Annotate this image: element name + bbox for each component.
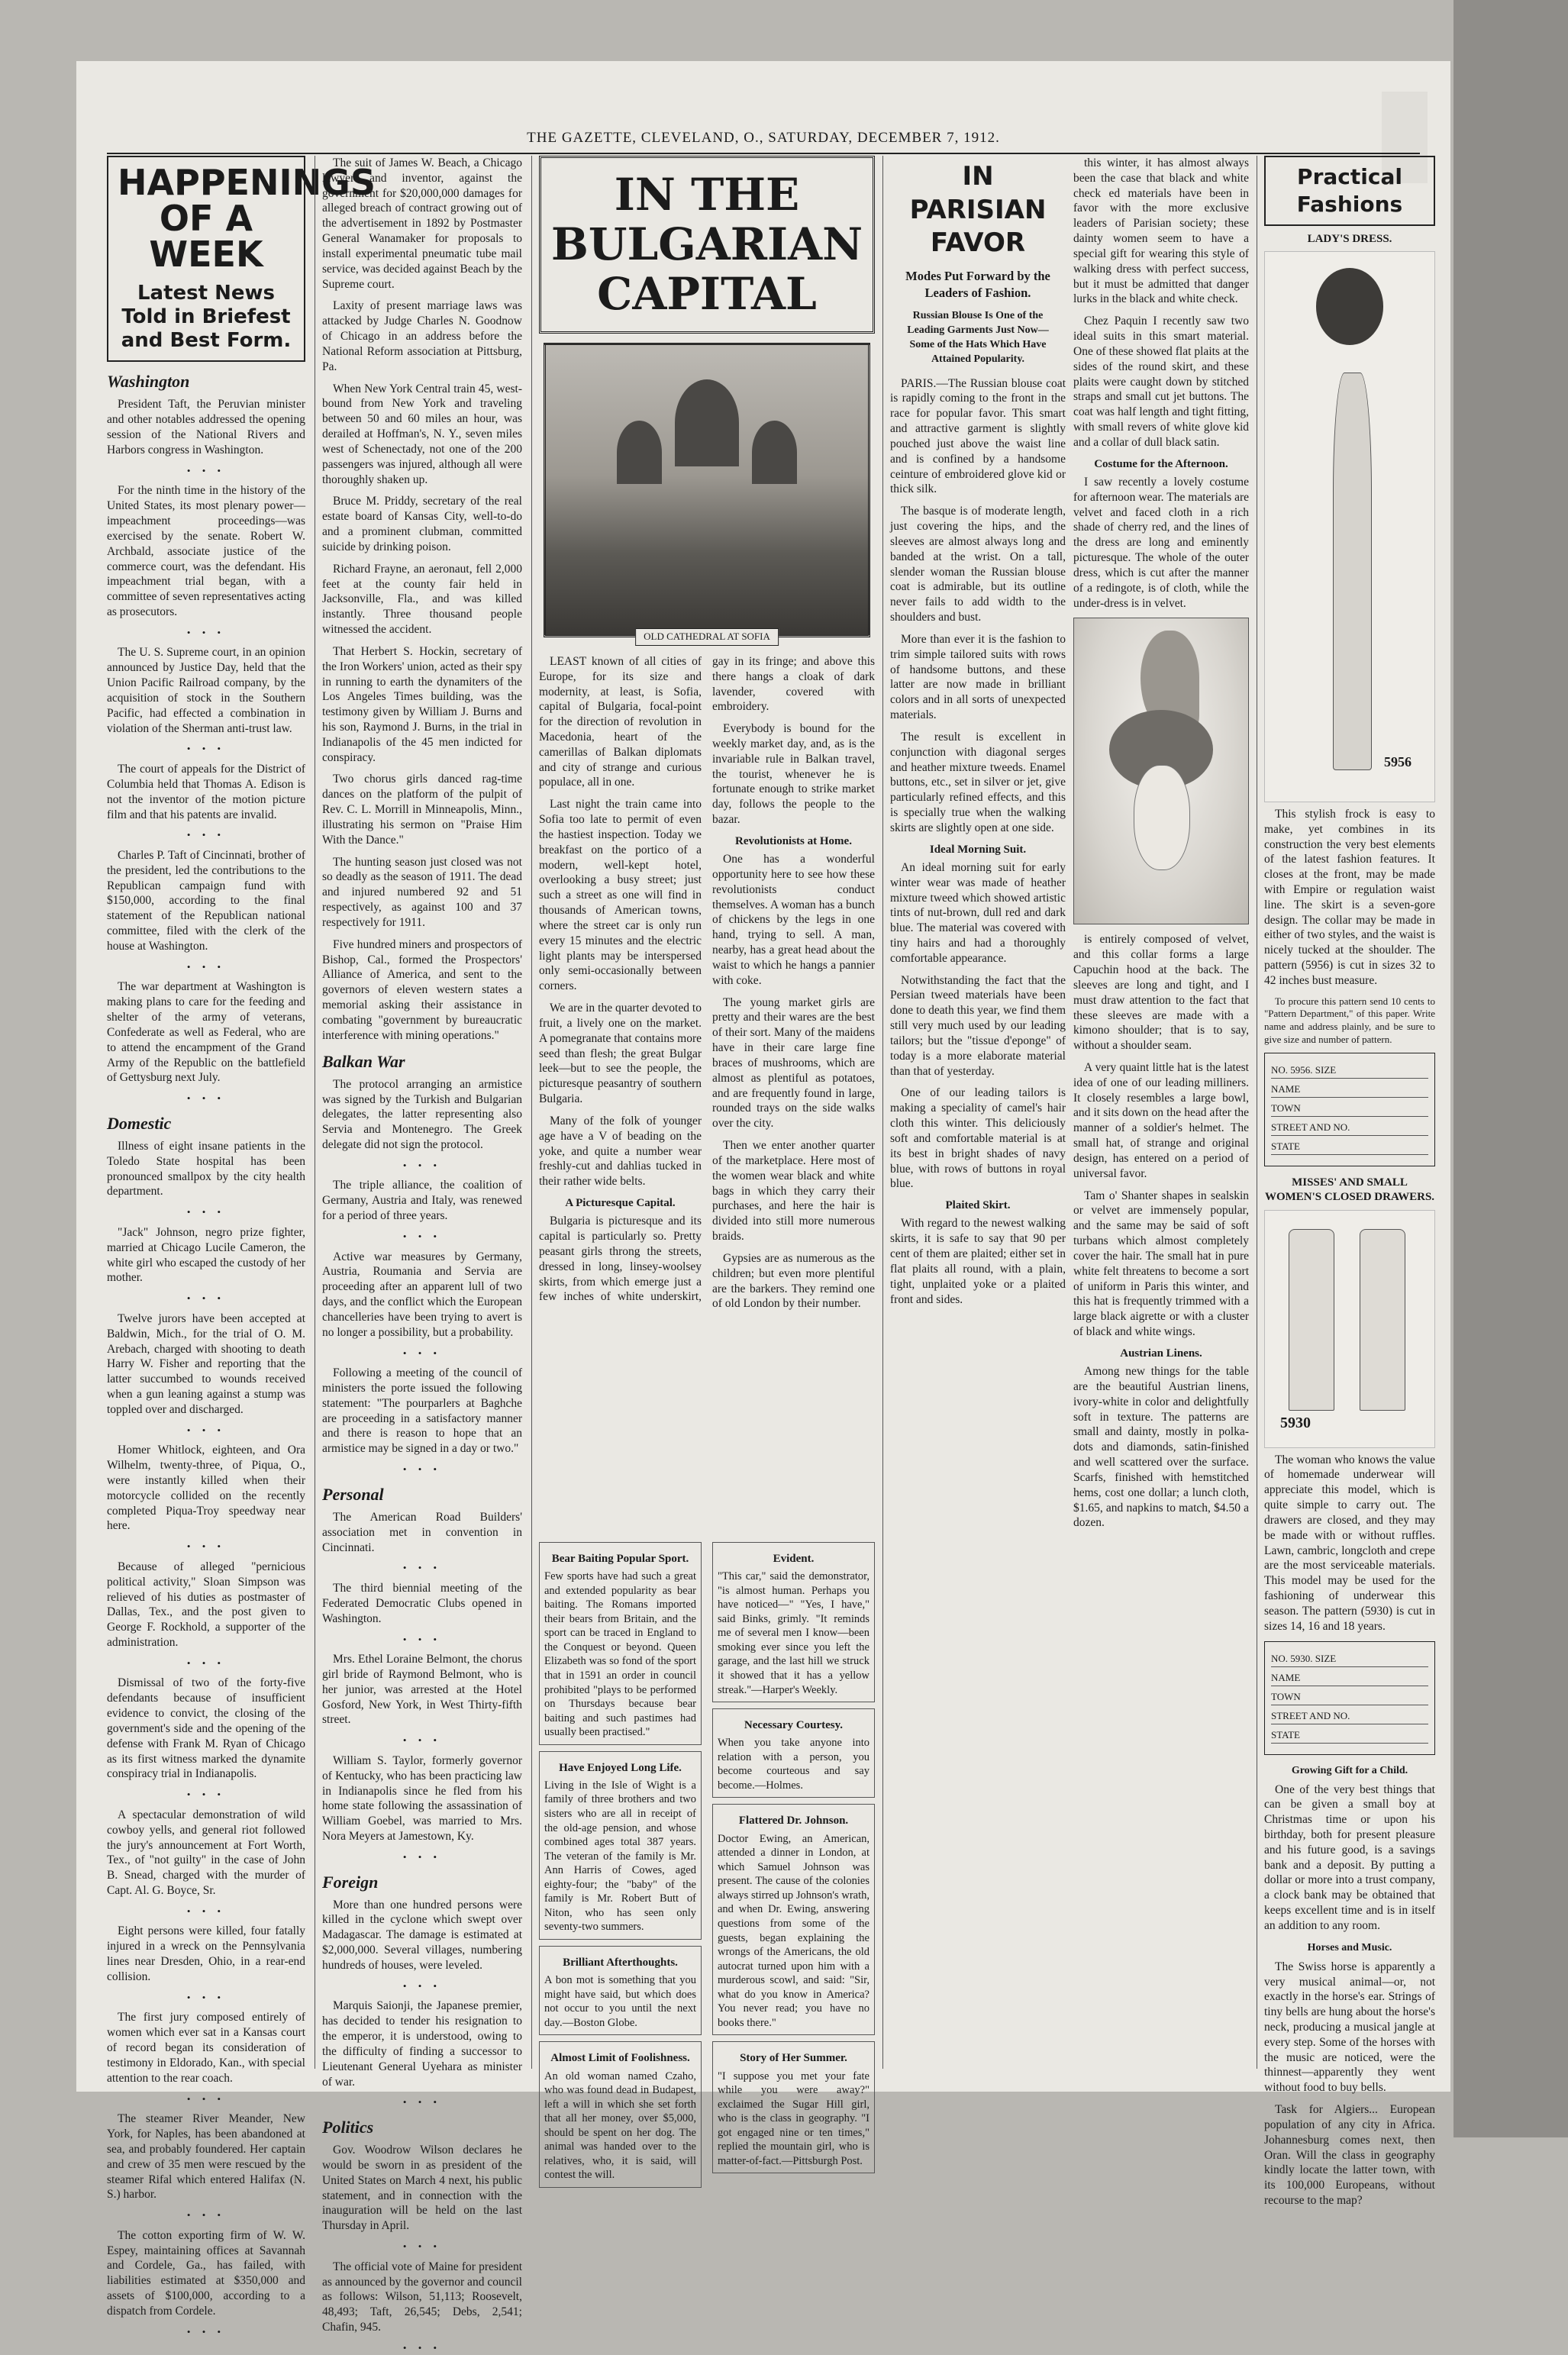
news-item: Because of alleged "pernicious political activity," Sloan Simpson was relieved of his duties as postmaster of Dallas, Tex., and the post given to George F. Rockhold, a supporter of the administration. — [107, 1560, 305, 1650]
item-separator: • • • — [402, 1734, 442, 1747]
item-separator: • • • — [402, 1230, 442, 1242]
fashion-paragraph: A very quaint little hat is the latest idea of one of our leading milliners. It closely resembles a large bowl, and it sits down on the head after the manner of a soldier's helmet. The small hat, of strange and original design, has entered on a period of universal favor. — [1073, 1061, 1249, 1180]
news-item: The triple alliance, the coalition of Germany, Austria and Italy, was renewed for a period of three years. — [322, 1179, 522, 1223]
drawers-illustration — [1264, 1210, 1435, 1448]
news-intro — [322, 156, 522, 1044]
miscellany-item — [539, 2041, 702, 2188]
item-separator: • • • — [186, 626, 226, 638]
fashion-paragraph: Chez Paquin I recently saw two ideal suits in this smart material. One of these showed flat plaits at the sides of the round skirt, and these plaits were caught down by stitched straps and small cut jet buttons. The coat was half length and tight fitting, with small revers of white glove kid and a collar of dull black satin. — [1073, 315, 1249, 449]
miscellany-item — [539, 1542, 702, 1745]
dress-head: LADY'S DRESS. — [1307, 232, 1392, 245]
fashion-subhead: Plaited Skirt. — [945, 1199, 1011, 1212]
gift-head: Growing Gift for a Child. — [1291, 1764, 1408, 1776]
miscellany-head: Almost Limit of Foolishness. — [550, 2052, 690, 2065]
fashion-paragraph: More than ever it is the fashion to trim simple tailored suits with rows of handsome buttons, and these latter are now made in brilliant colors and in all sorts of unexpected materials. — [890, 632, 1066, 722]
news-item: A spectacular demonstration of wild cowboy yells, and general riot followed the jury's announcement at Fort Worth, Tex., of "not guilty" in the case of John B. Snead, charged with the murder of Capt. Al. G. Boyce, Sr. — [107, 1808, 305, 1898]
bulgarian-title-line2: CAPITAL — [597, 267, 817, 320]
bulgarian-paragraph: Everybody is bound for the weekly market day, and, as is the invariable rule in Balkan travel, the tourist, whenever he is fortunate enough to strike market day, follows the people to the bazar. — [712, 722, 875, 827]
column-divider — [882, 156, 883, 2069]
fashion-paragraph: Among new things for the table are the beautiful Austrian linens, ivory-white in color and delightfully soft in texture. The patterns are small and dainty, mostly in polka-dots and diamonds, satin-finished and well scattered over the surface. Scarfs, finished with hemstitched hems, cost one dollar; a lunch cloth, $1.65, and napkins to match, $4.50 a dozen. — [1073, 1365, 1249, 1530]
news-item: The official vote of Maine for president as announced by the governor and council as follows: Wilson, 51,113; Roosevelt, 48,493; Taft, 26,545; Debs, 2,541; Chafin, 945. — [322, 2260, 522, 2334]
cathedral-dome-right — [752, 421, 797, 485]
news-item: Mrs. Ethel Loraine Belmont, the chorus girl bride of Raymond Belmont, who is her junior, was arrested at the Hotel Gosford, New York, in West Thirty-fifth street. — [322, 1653, 522, 1727]
miscellany-item — [712, 1804, 875, 2035]
dress-figure — [1333, 373, 1372, 769]
news-item: For the ninth time in the history of the United States, its most plenary power—impeachment proceedings—was exercised by the senate. Robert W. Archbald, associate justice of the commerce court, was the defendant. His impeachment trial began, with a committee of seven representatives acting as prosecutors. — [107, 484, 305, 618]
bulgarian-body — [539, 654, 875, 1311]
drawers-figure-left — [1289, 1229, 1334, 1411]
bulgarian-subhead: A Picturesque Capital. — [565, 1197, 676, 1210]
news-sections — [322, 1051, 522, 2355]
miscellany-text: "This car," said the demonstrator, "is almost human. Perhaps you have noticed—" "Yes, I have," said Binks, grimly. "It reminds me of several men I know—been smoking ever since you left the garage, and the last hill we struck it showed that it has a yellow streak."—Harper's Weekly. — [718, 1570, 869, 1696]
fashion-paragraph: Tam o' Shanter shapes in sealskin or velvet are immensely popular, and the same may be said of soft turbans which almost completely cover the hair. The small hat in pure white felt threatens to become a sort of uniform in Paris this winter, and this hat is frequently trimmed with a large black aigrette or with a cluster of black and white wings. — [1073, 1189, 1249, 1339]
fashion-subhead: Ideal Morning Suit. — [929, 843, 1027, 856]
section-title: Domestic — [107, 1113, 172, 1133]
horses-text: The Swiss horse is apparently a very musical animal—or, not exactly in the horse's ear. Strings of tiny bells are hung about the horse's neck, producing a musical jangle at every step. Some of the horses with the music are noticed, were the thinnest—apparently they went without food to buy bells. — [1264, 1960, 1435, 2095]
item-separator: • • • — [186, 2209, 226, 2221]
miscellany-head: Bear Baiting Popular Sport. — [551, 1553, 689, 1565]
bulgarian-subhead: Revolutionists at Home. — [735, 834, 852, 847]
parisian-body-right-bottom — [1073, 932, 1249, 1531]
news-item: "Jack" Johnson, negro prize fighter, married at Chicago Lucile Cameron, the white girl who escaped the custody of her mother. — [107, 1225, 305, 1285]
item-separator: • • • — [186, 2325, 226, 2337]
parisian-subdeck: Russian Blouse Is One of the Leading Garments Just Now—Some of the Hats Which Have Attained Popularity. — [907, 310, 1049, 365]
form-no: NO. 5956. — [1271, 1064, 1313, 1076]
column-parisian-right — [1073, 156, 1249, 2069]
news-item: William S. Taylor, formerly governor of Kentucky, who has been practicing law in Indianapolis since he fled from his home state following the assassination of William Goebel, was married to Mrs. Nora Meyers at Jamestown, Ky. — [322, 1753, 522, 1844]
item-separator: • • • — [186, 1292, 226, 1305]
bulgarian-paragraph: Last night the train came into Sofia too late to permit of even the hastiest inspection. Today we breakfast on the portico of a modern, well-kept hotel, overlooking a busy street; just such a street as one will find in thousands of American towns, where the street car is only run every 15 minutes and the electric light plants may be interspersed only semi-occasionally between corners. — [539, 798, 702, 993]
horses-head: Horses and Music. — [1307, 1941, 1392, 1953]
miscellany-head: Flattered Dr. Johnson. — [738, 1815, 849, 1828]
bulgarian-paragraph: Gypsies are as numerous as the children; but even more plentiful are the barkers. They remind one of old London by their number. — [712, 1251, 875, 1311]
fashion-paragraph: The result is excellent in conjunction with diagonal serges and heather mixture tweeds. Enamel buttons, etc., set in silver or jet, give particularly refined effects, and this is specially true when the walking skirts are slightly open at one side. — [890, 730, 1066, 834]
news-item: Active war measures by Germany, Austria, Roumania and Servia are proceeding after an apparent lull of two days, and the conflict which the European chancelleries have been trying to avert is no longer a possibility, but a probability. — [322, 1250, 522, 1339]
cathedral-dome-left — [617, 421, 662, 485]
section-title: Personal — [322, 1484, 384, 1504]
item-separator: • • • — [402, 2341, 442, 2353]
miscellany-head: Have Enjoyed Long Life. — [559, 1761, 682, 1774]
news-item: Five hundred miners and prospectors of Bishop, Cal., formed the Prospectors' Alliance of America, and sent to the governors of eleven western states a memorial asking their assistance in combating "government by bureaucratic interference with mining operations." — [322, 937, 522, 1042]
item-separator: • • • — [186, 1540, 226, 1553]
item-separator: • • • — [186, 829, 226, 841]
fashion-paragraph: Notwithstanding the fact that the Persian tweed materials have been done to death this year, we find them still very much used by our leading tailors; but the "tissue d'eponge" of today is a more elaborate material than that of yesterday. — [890, 973, 1066, 1078]
miscellany-item — [539, 1946, 702, 2035]
form-name: NAME — [1271, 1672, 1428, 1686]
news-item: The cotton exporting firm of W. W. Espey, maintaining offices at Savannah and Cordele, Ga., has failed, with liabilities estimated at $350,000 and assets of $100,000, according to a dispatch from Cordele. — [107, 2228, 305, 2318]
bulgarian-title-line1: IN THE BULGARIAN — [550, 169, 863, 270]
bulgarian-title-box — [539, 156, 875, 334]
form-name: NAME — [1271, 1083, 1428, 1098]
form-size: SIZE — [1315, 1652, 1337, 1664]
parisian-body-left — [890, 376, 1066, 1308]
fashion-subhead: Costume for the Afternoon. — [1094, 457, 1228, 470]
news-item: Laxity of present marriage laws was attacked by Judge Charles N. Goodnow of Chicago in an address before the National Reform association at Pittsburg, Pa. — [322, 299, 522, 373]
pattern-order-form-5956 — [1264, 1053, 1435, 1166]
news-item: Illness of eight insane patients in the Toledo State hospital has been pronounced smallpox by the city health department. — [107, 1139, 305, 1198]
column-practical-fashions — [1264, 156, 1435, 2208]
cathedral-photo — [544, 343, 870, 643]
practical-fashions-title: Practical Fashions — [1264, 156, 1435, 226]
fashion-paragraph: One of our leading tailors is making a speciality of camel's hair cloth this winter. This deliciously soft and comfortable material is at its best in bright shades of navy blue, with rows of buttons in royal blue. — [890, 1086, 1066, 1191]
miscellany-item — [712, 2041, 875, 2173]
news-item: The American Road Builders' association met in convention in Cincinnati. — [322, 1510, 522, 1554]
parisian-title: IN PARISIAN FAVOR — [909, 161, 1047, 259]
news-item: Homer Whitlock, eighteen, and Ora Wilhelm, twenty-three, of Piqua, O., were instantly killed when their motorcycle collided on the recently completed Piqua-Troy speedway near here. — [107, 1444, 305, 1533]
miscellany-text: An old woman named Czaho, who was found dead in Budapest, left a will in which she set forth that all her money, over $5,000, should be spent on her dog. The animal was handed over to the relatives, who, it is said, will contest the will. — [544, 2069, 696, 2182]
happenings-headline: HAPPENINGS OF A WEEK — [118, 162, 376, 275]
news-item: The court of appeals for the District of Columbia held that Thomas A. Edison is not the inventor of the motion picture film and that his patents are invalid. — [107, 763, 305, 821]
news-item: Gov. Woodrow Wilson declares he would be sworn in as president of the United States on March 4 next, his public statement, and in connection with the inauguration will be held on the last Thursday in April. — [322, 2144, 522, 2233]
column-news-continued — [322, 156, 522, 2353]
item-separator: • • • — [186, 1657, 226, 1669]
news-item: Eight persons were killed, four fatally injured in a wreck on the Pennsylvania lines near Dresden, Ohio, in a rear-end collision. — [107, 1924, 305, 1983]
section-title: Politics — [322, 2118, 374, 2137]
news-item: Two chorus girls danced rag-time dances on the platform of the pulpit of Rev. C. L. Morrill in Minneapolis, Minn., illustrating his sermon on "Praise Him With the Dance." — [322, 773, 522, 847]
miscellany-text: Living in the Isle of Wight is a family of three brothers and two sisters who are all in receipt of the old-age pension, and whose combined ages total 387 years. The veteran of the family is Mr. Ann Harris of Cowes, aged eighty-four; the "baby" of the family is Mr. Robert Butt of Niton, who has seen only seventy-two summers. — [544, 1779, 696, 1934]
column-bulgarian — [539, 156, 875, 1511]
miscellany-text: "I suppose you met your fate while you were away?" exclaimed the Sugar Hill girl, who is the class in geography. "I got engaged nine or ten times," replied the mountain girl, who is matter-of-fact.—Pittsburgh Post. — [718, 2069, 869, 2167]
gift-text: One of the very best things that can be given a small boy at Christmas time or upon his birthday, both for present pleasure and his future good, is a savings bank and a deposit. By putting a dollar or more into a trust company, a clock bank may be obtained that keeps excellent time and is in itself an addition to any room. — [1264, 1782, 1435, 1932]
dress-pattern-number: 5956 — [1384, 753, 1412, 769]
miscellany-head: Story of Her Summer. — [740, 2052, 847, 2065]
news-item: More than one hundred persons were killed in the cyclone which swept over Madagascar. The damage is estimated at $2,000,000. Several villages, numbering hundreds of houses, were leveled. — [322, 1898, 522, 1972]
miscellany-text: A bon mot is something that you might have said, but which does not occur to you until the next day.—Boston Globe. — [544, 1974, 696, 2029]
form-town: TOWN — [1271, 1102, 1428, 1117]
bulgarian-paragraph: We are in the quarter devoted to fruit, a lively one on the market. A pomegranate that contains more seed than flesh; the great Bulgar leek—but to see the people, the picturesque peasantry of southern Bulgaria. — [539, 1002, 702, 1106]
drawers-figure-right — [1360, 1229, 1405, 1411]
section-title: Foreign — [322, 1872, 379, 1892]
column-bulgarian-miscellany — [539, 1542, 875, 2182]
bulgarian-paragraph: Bulgaria is picturesque and its capital is particularly so. Pretty peasant girls throng the streets, dressed in long, linsey-woolsey skirts, from which emerge just a few inches of white underskirt, gay in its fringe; and above this there hangs a cloak of dark lavender, covered with embroidery. — [539, 654, 875, 1304]
item-separator: • • • — [402, 2096, 442, 2108]
page-edge-shadow — [1453, 0, 1568, 2137]
happenings-headline-box — [107, 156, 376, 362]
fashion-paragraph: is entirely composed of velvet, and this collar forms a large Capuchin hood at the back. The sleeves are long and tight, and I must draw attention to the fact that these sleeves are made with a kimono shoulder; that is to say, without a shoulder seam. — [1073, 933, 1249, 1053]
news-item: The hunting season just closed was not so deadly as the season of 1911. The dead and injured numbered 92 and 51 respectively, as against 100 and 37 respectively for 1911. — [322, 855, 522, 929]
fashion-paragraph: I saw recently a lovely costume for afternoon wear. The materials are velvet and faced cloth in a rich shade of cherry red, and the lines of the dress are long and eminently picturesque. The whole of the outer dress, which is cut after the manner of a redingote, is of cloth, while the under-dress is in velvet. — [1073, 475, 1249, 610]
cathedral-dome-main — [675, 379, 739, 466]
item-separator: • • • — [186, 1905, 226, 1917]
form-street: STREET AND NO. — [1271, 1710, 1428, 1724]
item-separator: • • • — [402, 1850, 442, 1863]
item-separator: • • • — [186, 743, 226, 755]
dress-hat — [1316, 268, 1384, 345]
news-item: Bruce M. Priddy, secretary of the real estate board of Kansas City, well-to-do and a prominent clubman, committed suicide by drinking poison. — [322, 495, 522, 553]
dress-illustration — [1264, 251, 1435, 802]
item-separator: • • • — [402, 1633, 442, 1645]
news-item: The third biennial meeting of the Federated Democratic Clubs opened in Washington. — [322, 1582, 522, 1625]
column-parisian-left — [890, 156, 1066, 2069]
drawers-head: MISSES' AND SMALL WOMEN'S CLOSED DRAWERS. — [1264, 1176, 1435, 1204]
news-item: The war department at Washington is making plans to care for the feeding and shelter of the army of veterans, Confederate as well as Federal, who are to attend the encampment of the Grand Army of the Republic on the battlefield of Gettysburg next July. — [107, 980, 305, 1085]
miscellany-item — [712, 1542, 875, 1702]
news-item: The suit of James W. Beach, a Chicago lawyer and inventor, against the government for $20,000,000 damages for alleged breach of contract growing out of the advertisement in 1892 by Postmaster General Wanamaker for proposals to install experimental pneumatic tube mail service, was decided against Beach by the Supreme court. — [322, 156, 522, 291]
news-item: When New York Central train 45, west-bound from New York and traveling between 50 and 60 miles an hour, was derailed at Hoffman's, N. Y., seven miles west of Schenectady, not one of the 200 passengers was injured, although all were thoroughly shaken up. — [322, 382, 522, 486]
item-separator: • • • — [402, 2240, 442, 2253]
item-separator: • • • — [186, 1424, 226, 1436]
form-size: SIZE — [1315, 1064, 1337, 1076]
section-title: Washington — [107, 372, 190, 392]
masthead-rule — [107, 153, 1420, 154]
bulgarian-paragraph: Then we enter another quarter of the marketplace. Here most of the women wear black and white bags in which they carry their purchases, and here the hair is divided into still more numerous braids. — [712, 1139, 875, 1244]
drawers-pattern-number: 5930 — [1280, 1415, 1311, 1432]
miscellany-head: Brilliant Afterthoughts. — [563, 1956, 678, 1969]
news-item: That Herbert S. Hockin, secretary of the Iron Workers' union, acted as their spy in running to earth the dynamiters of the Los Angeles Times building, was the testimony given by William J. Burns and his son, Raymond J. Burns, in the trial in Indianapolis of the 45 men indicted for conspiracy. — [322, 644, 522, 764]
item-separator: • • • — [186, 960, 226, 973]
news-item: The first jury composed entirely of women which ever sat in a Kansas court of record began its consideration of testimony in Eldorado, Kan., with special attention to the rear coach. — [107, 2011, 305, 2085]
item-separator: • • • — [402, 1347, 442, 1359]
miscellany-head: Evident. — [773, 1553, 815, 1565]
happenings-sections — [107, 371, 305, 2338]
miscellany-text: When you take anyone into relation with a person, you become courteous and say become.—Holmes. — [718, 1737, 869, 1792]
news-item: Charles P. Taft of Cincinnati, brother of the president, led the contributions to the Republican campaign fund with $150,000, according to the final statement of the Republican national committee, filed with the clerk of the house at Washington. — [107, 848, 305, 953]
miscellany-item — [539, 1751, 702, 1940]
section-title: Balkan War — [322, 1051, 405, 1071]
masthead: THE GAZETTE, CLEVELAND, O., SATURDAY, DECEMBER 7, 1912. — [527, 130, 1000, 146]
news-item: The protocol arranging an armistice was signed by the Turkish and Bulgarian delegates, the latter representing also Servia and Montenegro. The Greek delegate did not sign the protocol. — [322, 1077, 522, 1152]
item-separator: • • • — [402, 1979, 442, 1992]
item-separator: • • • — [186, 1789, 226, 1801]
item-separator: • • • — [186, 1092, 226, 1105]
item-separator: • • • — [402, 1159, 442, 1171]
news-item: Marquis Saionji, the Japanese premier, has decided to tender his resignation to the emperor, it is understood, owing to the difficulty of finding a successor to Lieutenant General Uyehara as minister of war. — [322, 1999, 522, 2089]
hat-face — [1134, 765, 1191, 870]
task-text: Task for Algiers... European population of any city in Africa. Johannesburg comes next, then Oran. Will the class in geography kindly locate the latter town, with its 100,000 Europeans, without recourse to the map? — [1264, 2103, 1435, 2208]
parisian-deck: Modes Put Forward by the Leaders of Fashion. — [905, 268, 1050, 300]
news-item: President Taft, the Peruvian minister and other notables addressed the opening session of the National Rivers and Harbors congress in Washington. — [107, 398, 305, 456]
item-separator: • • • — [186, 1991, 226, 2003]
fashion-subhead: Austrian Linens. — [1120, 1347, 1202, 1360]
dress-text: This stylish frock is easy to make, yet combines in its construction the very best elements of the latest fashion features. It closes at the front, may be made with Empire or regulation waist line. The skirt is a seven-gore design. The collar may be made in either of two styles, and the waist is nicely tucked at the shoulder. The pattern (5956) is cut in sizes 32 to 42 inches bust measure. — [1264, 807, 1435, 987]
photo-caption: OLD CATHEDRAL AT SOFIA — [635, 628, 779, 646]
parisian-body-right-top — [1073, 156, 1249, 611]
drawers-text: The woman who knows the value of homemade underwear will appreciate this model, which is quite simple to carry out. The drawers are closed, and they may be made with or without ruffles. Lawn, cambric, longcloth and crepe are the most serviceable materials. This model may be used for the fashioning of underwear this season. The pattern (5930) is cut in sizes 14, 16 and 18 years. — [1264, 1453, 1435, 1633]
item-separator: • • • — [186, 2092, 226, 2105]
news-item: Richard Frayne, an aeronaut, fell 2,000 feet at the county fair held in Jacksonville, Fla., and was killed instantly. Three thousand people witnessed the accident. — [322, 562, 522, 637]
pattern-note: To procure this pattern send 10 cents to "Pattern Department," of this paper. Write name and address plainly, and be sure to give size and number of pattern. — [1264, 995, 1435, 1045]
form-state: STATE — [1271, 1140, 1428, 1155]
hat-illustration — [1073, 618, 1249, 924]
miscellany-item — [712, 1708, 875, 1798]
newspaper-page — [76, 61, 1450, 2353]
fashion-paragraph: With regard to the newest walking skirts, it is safe to say that 90 per cent of them are plaited; either set in flat plaits all round, with a plain, tight, unplaited yoke or a plaited front and sides. — [890, 1217, 1066, 1306]
form-no: NO. 5930. — [1271, 1652, 1313, 1664]
fashion-paragraph: PARIS.—The Russian blouse coat is rapidly coming to the front in the race for popular favor. This smart and attractive garment is slightly pouched just above the waist line and is confined by a handsome ceinture of embroidered glove kid or thick silk. — [890, 376, 1066, 496]
news-item: The steamer River Meander, New York, for Naples, has been abandoned at sea, and probably foundered. Her captain and crew of 35 men were rescued by the steamer Rifal which entered Halifax (N. S.) harbor. — [107, 2112, 305, 2202]
item-separator: • • • — [402, 1463, 442, 1476]
miscellany-text: Few sports have had such a great and extended popularity as bear baiting. The Romans imported their bears from Britain, and the sport can be traced in England to the Conquest or beyond. Queen Elizabeth was so fond of the sport that in 1591 an order in council prohibited "plays to be performed on Thursdays because bear baiting and such pastimes had usually been practised." — [544, 1570, 696, 1739]
miscellany-head: Necessary Courtesy. — [744, 1719, 844, 1732]
form-state: STATE — [1271, 1729, 1428, 1744]
news-item: Twelve jurors have been accepted at Baldwin, Mich., for the trial of O. M. Arebach, charged with shooting to death Harry W. Fisher and reporting that the latter succumbed to wounds received when a gun leaning against a stump was toppled over and discharged. — [107, 1311, 305, 1416]
news-item: Dismissal of two of the forty-five defendants because of insufficient evidence to convict, the closing of the government's side and the opening of the defense with Frank M. Ryan of Chicago as its first witness marked the dynamite conspiracy trial in Indianapolis. — [107, 1676, 305, 1781]
fashion-paragraph: The basque is of moderate length, just covering the hips, and the sleeves are almost always long and banded at the wrist. On a tall, slender woman the Russian blouse coat is admirable, but its outline never fails to add width to the shoulders and bust. — [890, 505, 1066, 624]
fashion-paragraph: An ideal morning suit for early winter wear was made of heather mixture tweed which showed artistic tints of nut-brown, dull red and dark blue. The material was covered with tiny hairs and had a thoroughly comfortable appearance. — [890, 860, 1066, 965]
bulgarian-paragraph: One has a wonderful opportunity here to see how these revolutionists conduct themselves. A woman has a bunch of chickens by the legs in one hand, trying to sell. A man, nearby, has a great head about the waist to which he hangs a pannier with coke. — [712, 853, 875, 987]
item-separator: • • • — [186, 1206, 226, 1218]
news-item: The U. S. Supreme court, in an opinion announced by Justice Day, held that the Union Pacific Railroad company, by the acquisition of stock in the Southern Pacific, had effected a combination in violation of the Sherman anti-trust law. — [107, 646, 305, 735]
bulgarian-paragraph: LEAST known of all cities of Europe, for its size and modernity, at least, is Sofia, capital of Bulgaria, focal-point for the direction of revolution in Macedonia, heart of the camerillas of Balkan diplomats and city of strange and curious populace, all in one. — [539, 654, 702, 789]
form-town: TOWN — [1271, 1691, 1428, 1705]
item-separator: • • • — [402, 1562, 442, 1574]
item-separator: • • • — [186, 464, 226, 476]
miscellany-text: Doctor Ewing, an American, attended a dinner in London, at which Samuel Johnson was present. The cause of the colonies always stirred up Johnson's wrath, and when Dr. Ewing, answering questions from some of the guests, began explaining the wrongs of the Americans, the old autocrat turned upon him with a murderous scowl, and said: "Sir, what do you know in America? You never read; you have no books there." — [718, 1832, 869, 2029]
fashion-paragraph: this winter, it has almost always been the case that black and white check ed materials have been in favor with the more exclusive leaders of Parisian society; these dainty women seem to have a special gift for wearing this style of walking dress with perfect success, but it must be admitted that danger lurks in the black and white check. — [1073, 156, 1249, 306]
bulgarian-paragraph: The young market girls are pretty and their wares are the best of their sort. Many of the maidens have in their care large fine braces of mushrooms, which are almost as plentiful as potatoes, and are frequently found in large, rounded trays on the side walks over the city. — [712, 995, 875, 1131]
bulgarian-paragraph: Many of the folk of younger age have a V of beading on the yoke, and quite a number wear freshly-cut and dahlias tucked in their rather wide belts. — [539, 1114, 702, 1189]
form-street: STREET AND NO. — [1271, 1121, 1428, 1136]
news-item: Following a meeting of the council of ministers the porte issued the following statement: "The pourparlers at Baghche are proceeding in a satisfactory manner and there is reason to hope that an armistice may be signed in a day or two." — [322, 1366, 522, 1456]
happenings-subhead: Latest News Told in Briefest and Best Form. — [121, 281, 292, 353]
pattern-order-form-5930 — [1264, 1641, 1435, 1755]
column-divider — [531, 156, 532, 2069]
